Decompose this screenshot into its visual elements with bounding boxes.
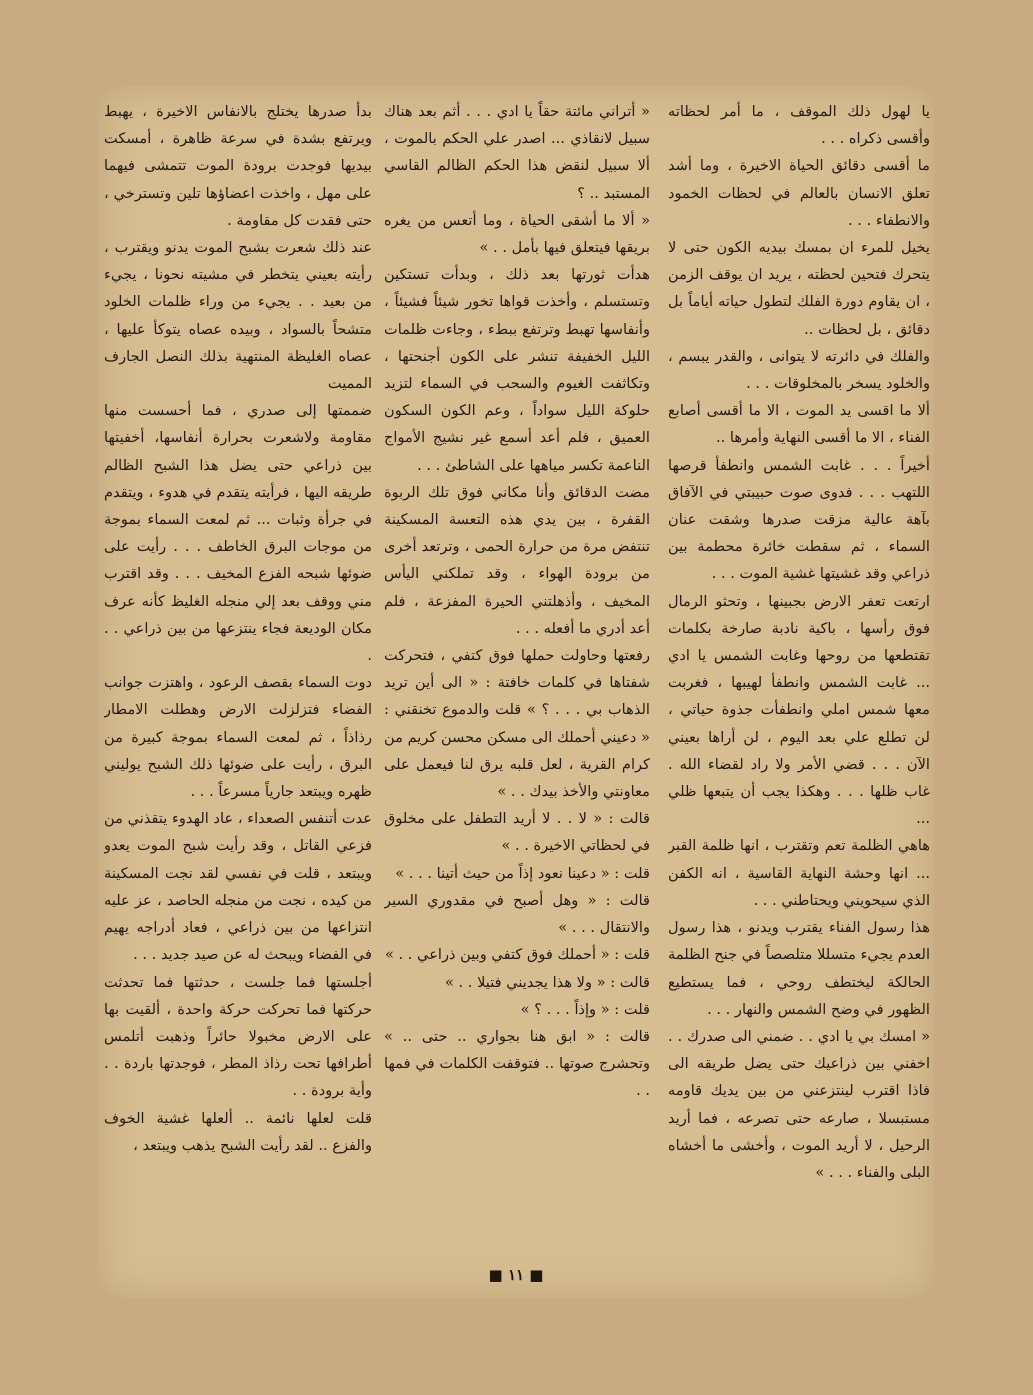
paragraph: ما أقسى دقائق الحياة الاخيرة ، وما أشد تعلق الانسان بالعالم في لحظات الخمود والانطفاء . . . — [668, 157, 930, 229]
paragraph: مضت الدقائق وأنا مكاني فوق تلك الربوة القفرة ، بين يدي هذه التعسة المسكينة تنتفض مرة من حرارة الحمى ، وترتعد أخرى من برودة الهواء ، وقد تملكني اليأس المخيف ، وأذهلتني الحيرة المفزعة ، فلم أعد أدري ما أفعله . . . — [384, 483, 650, 637]
paragraph: « امسك بي يا ادي . . ضمني الى صدرك . . اخفني بين ذراعيك حتى يضل طريقه الى فاذا اقترب لينتزعني من بين يديك قاومه مستبسلا ، صارعه حتى تصرعه ، فما أريد الرحيل ، لا أريد الموت ، وأخشى ما أخشاه البلى والفناء . . . » — [668, 1027, 930, 1181]
paragraph: عدت أتنفس الصعداء ، عاد الهدوء يتقذني من فزعي القاتل ، وقد رأيت شبح الموت يعدو ويبتعد ، قلت في نفسي لقد نجت المسكينة من كيده ، نجت من منجله الحاصد ، عز عليه انتزاعها من بين ذراعي ، فعاد أدراجه يهيم في الفضاء ويبحث له عن صيد جديد . . . — [104, 810, 372, 964]
paragraph: قالت : « ابق هنا بجواري .. حتى .. » وتحشرج صوتها .. فتوقفت الكلمات في فمها . . — [384, 1027, 650, 1100]
paragraph: قلت : « دعينا نعود إذاً من حيث أتينا . . . » — [395, 864, 650, 882]
paragraph: رفعتها وحاولت حملها فوق كتفي ، فتحركت شفتاها في كلمات خافتة : « الى أين تريد الذهاب بي . . . ؟ » قلت والدموع تخنقني : « دعيني أحملك الى مسكن محسن كريم من كرام القرية ، لعل قلبه يرق لنا فيعمل على معاونتي والأخذ بيدك . . » — [384, 647, 650, 801]
paragraph: أجلستها فما جلست ، حدثتها فما تحدثت حركتها فما تحركت حركة واحدة ، ألقيت بها على الارض مخبولا حائراً وذهبت أتلمس أطرافها تحت رذاذ المطر ، فوجدتها باردة . . وأية برودة . . — [104, 973, 372, 1100]
paragraph: قلت : « وإذاً . . . ؟ » — [520, 1000, 650, 1018]
paragraph: هاهي الظلمة تعم وتقترب ، انها ظلمة القبر ... انها وحشة النهاية القاسية ، انه الكفن الذي سيحويني ويحتاطني . . . — [668, 837, 930, 909]
paragraph: قلت : « أحملك فوق كتفي وبين ذراعي . . » — [384, 946, 650, 964]
paragraph: والفلك في دائرته لا يتوانى ، والقدر يبسم ، والخلود يسخر بالمخلوقات . . . — [668, 347, 930, 393]
page-number: ■ ١١ ■ — [488, 1266, 544, 1284]
paragraph: ضممتها إلى صدري ، فما أحسست منها مقاومة ولاشعرت بحرارة أنفاسها، أخفيتها بين ذراعي حتى يضل هذا الشبح الظالم طريقه اليها ، فرأيته يتقدم في هدوء ، ويتقدم في جرأة وثبات ... ثم لمعت السماء بموجة من موجات البرق الخاطف . . . رأيت على ضوئها شبحه الفزع المخيف . . . وقد اقترب مني ووقف بعد إلي منجله الغليظ كأنه عرف مكان الوديعة فجاء ينتزعها من بين ذراعي . . . — [104, 402, 372, 665]
paragraph: هذا رسول الفناء يقترب ويدنو ، هذا رسول العدم يجيء متسللا متلصصاً في جنح الظلمة الحالكة ليختطف روحي ، فما يستطيع الظهور في وضح الشمس والنهار . . . — [668, 919, 930, 1018]
paragraph: أخيراً . . . غابت الشمس وانطفأ قرصها اللتهب . . . فدوى صوت حبيبتي في الآفاق بآهة عالية مزقت صدرها وشقت عنان السماء ، ثم سقطت خائرة محطمة بين ذراعي وقد غشيتها غشية الموت . . . — [668, 456, 930, 583]
paragraph: قالت : « ولا هذا يجديني فتيلا . . » — [444, 973, 650, 991]
paragraph: قلت لعلها نائمة .. ألعلها غشية الخوف والفزع .. لقد رأيت الشبح يذهب ويبتعد ، — [104, 1109, 372, 1154]
text-column-right — [668, 98, 930, 1238]
paragraph: عند ذلك شعرت بشبح الموت يدنو ويقترب ، رأيته بعيني يتخطر في مشيته نحونا ، يجيء من بعيد . . يجيء من وراء ظلمات الخلود متشحاً بالسواد ، وبيده عصاه يتوكأ عليها ، عصاه الغليظة المنتهية بذلك النصل الجارف المميت — [104, 239, 372, 393]
paragraph: بدأ صدرها يختلج بالانفاس الاخيرة ، يهبط ويرتفع بشدة في سرعة ظاهرة ، أمسكت بيديها فوجدت برودة الموت تتمشى فيهما على مهل ، واخذت اعضاؤها تلين وتسترخي ، حتى فقدت كل مقاومة . — [104, 103, 372, 229]
paragraph: « ألا ما أشقى الحياة ، وما أتعس من يغره بريقها فيتعلق فيها بأمل . . » — [384, 211, 650, 257]
text-column-left — [104, 98, 372, 1238]
paragraph: يا لهول ذلك الموقف ، ما أمر لحظاته وأقسى ذكراه . . . — [668, 103, 930, 148]
paragraph: دوت السماء بقصف الرعود ، واهتزت جوانب الفضاء فتزلزلت الارض وهطلت الامطار رذاذاً ، ثم لمعت السماء بموجة كبيرة من البرق ، رأيت على ضوئها ذلك الشبح يوليني ظهره ويبتعد جارياً مسرعاً . . . — [104, 674, 372, 801]
text-column-middle — [384, 98, 650, 1238]
paragraph: هدأت ثورتها بعد ذلك ، وبدأت تستكين وتستسلم ، وأخذت قواها تخور شيئاً فشيئاً ، وأنفاسها تهبط وترتفع ببطء ، وجاءت ظلمات الليل الخفيفة تنشر على الكون أجنحتها ، وتكاثفت الغيوم والسحب في السماء لتزيد حلوكة الليل سواداً ، وعم الكون السكون العميق ، فلم أعد أسمع غير نشيج الأمواج الناعمة تكسر مياهها على الشاطئ . . . — [384, 266, 650, 474]
paragraph: ألا ما اقسى يد الموت ، الا ما أقسى أصابع الفناء ، الا ما أقسى النهاية وأمرها .. — [668, 402, 930, 447]
paragraph: قالت : « لا . . لا أريد التطفل على مخلوق في لحظاتي الاخيرة . . » — [384, 810, 650, 855]
paragraph: يخيل للمرء ان بمسك بيديه الكون حتى لا يتحرك فتحين لحظته ، يريد ان يوقف الزمن ، ان يقاوم دورة الفلك لتطول حياته أياماً بل دقائق ، بل لحظات .. — [668, 239, 930, 338]
paragraph: ارتعت تعفر الارض بجبينها ، وتحثو الرمال فوق رأسها ، باكية نادبة صارخة بكلمات تقتطعها من روحها وغابت الشمس يا ادي ... غابت الشمس وانطفأ لهيبها ، فغربت معها شمس املي وانطفأت جذوة حياتي ، لن تطلع علي بعد اليوم ، لن أراها بعيني الآن . . . قضي الأمر ولا راد لقضاء الله . غاب ظلها . . . وهكذا يجب أن يتبعها ظلي ... — [668, 592, 930, 828]
magazine-page — [98, 86, 934, 1298]
paragraph: قالت : « وهل أصبح في مقدوري السير والانتقال . . . » — [384, 891, 650, 937]
paragraph: « أتراني مائتة حقاً يا ادي . . . أثم بعد هناك سبيل لانقاذي ... اصدر علي الحكم بالموت ، ألا سبيل لنقض هذا الحكم الظالم القاسي المستبد .. ؟ — [384, 103, 650, 202]
